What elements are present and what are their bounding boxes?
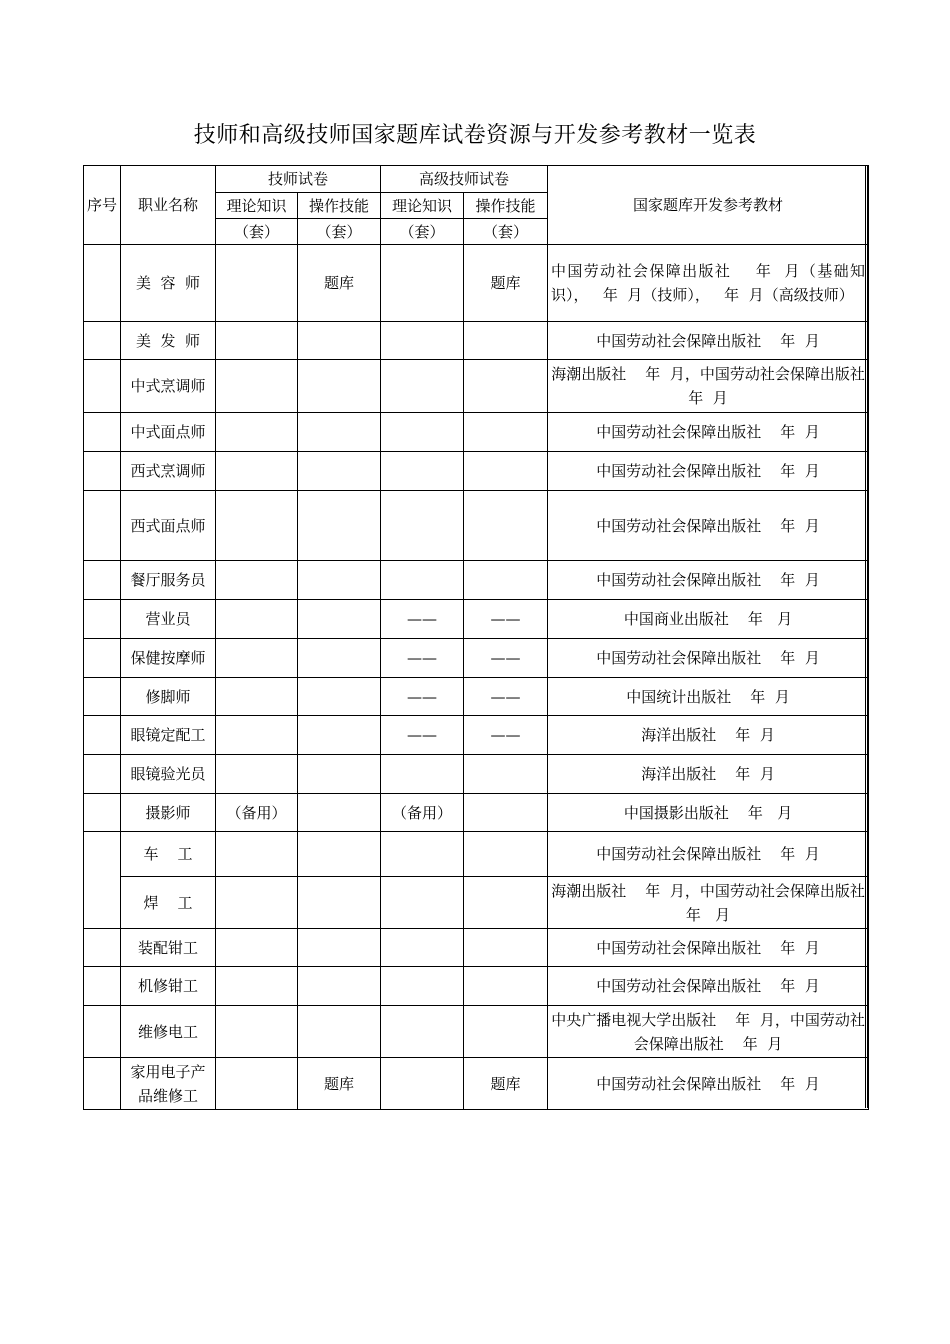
job-cell: 焊 工 <box>121 877 216 929</box>
table-row <box>84 360 869 413</box>
senior-skill-cell: 题库 <box>464 245 548 322</box>
job-cell: 餐厅服务员 <box>121 561 216 600</box>
senior-skill-cell: —— <box>464 639 548 678</box>
header-tech-skill: 操作技能 <box>298 193 381 219</box>
tech-skill-cell: 题库 <box>298 245 381 322</box>
tech-theory-cell <box>216 491 298 561</box>
reference-cell: 中国劳动社会保障出版社 年 月 <box>548 561 869 600</box>
tech-skill-cell <box>298 1006 381 1058</box>
seq-cell <box>84 491 121 561</box>
reference-cell: 中国劳动社会保障出版社 年 月 <box>548 832 869 877</box>
tech-skill-cell <box>298 967 381 1006</box>
page-title: 技师和高级技师国家题库试卷资源与开发参考教材一览表 <box>193 123 757 148</box>
tech-theory-cell <box>216 245 298 322</box>
senior-skill-cell <box>464 561 548 600</box>
reference-cell: 海潮出版社 年 月，中国劳动社会保障出版社 年 月 <box>548 360 869 413</box>
senior-skill-cell: —— <box>464 716 548 755</box>
senior-skill-cell <box>464 322 548 360</box>
table-row <box>84 832 869 877</box>
seq-cell <box>84 678 121 716</box>
table-row <box>84 716 869 755</box>
senior-theory-cell <box>381 360 464 413</box>
senior-theory-cell: —— <box>381 716 464 755</box>
header-unit: （套） <box>464 219 548 245</box>
double-border-line <box>865 165 868 1108</box>
senior-skill-cell <box>464 929 548 967</box>
header-senior-theory: 理论知识 <box>381 193 464 219</box>
reference-cell: 中国统计出版社 年 月 <box>548 678 869 716</box>
table-row <box>84 245 869 322</box>
reference-cell: 中国劳动社会保障出版社 年 月 <box>548 322 869 360</box>
seq-cell <box>84 639 121 678</box>
senior-theory-cell: —— <box>381 600 464 639</box>
seq-cell <box>84 967 121 1006</box>
seq-cell <box>84 245 121 322</box>
seq-cell <box>84 322 121 360</box>
job-cell: 车 工 <box>121 832 216 877</box>
table-row <box>84 929 869 967</box>
senior-theory-cell <box>381 877 464 929</box>
tech-theory-cell <box>216 413 298 452</box>
senior-theory-cell <box>381 832 464 877</box>
tech-skill-cell <box>298 360 381 413</box>
table-row <box>84 491 869 561</box>
tech-theory-cell <box>216 322 298 360</box>
job-cell: 保健按摩师 <box>121 639 216 678</box>
table-row <box>84 967 869 1006</box>
seq-cell <box>84 1006 121 1058</box>
senior-theory-cell: —— <box>381 678 464 716</box>
tech-skill-cell <box>298 832 381 877</box>
senior-skill-cell <box>464 413 548 452</box>
senior-theory-cell <box>381 491 464 561</box>
header-tech-exam: 技师试卷 <box>216 166 381 193</box>
job-cell: 美 容 师 <box>121 245 216 322</box>
seq-cell <box>84 794 121 832</box>
tech-skill-cell <box>298 794 381 832</box>
reference-cell: 中国劳动社会保障出版社 年 月 <box>548 1058 869 1110</box>
tech-theory-cell <box>216 755 298 794</box>
job-cell: 中式烹调师 <box>121 360 216 413</box>
senior-theory-cell <box>381 245 464 322</box>
job-cell: 营业员 <box>121 600 216 639</box>
table-row <box>84 600 869 639</box>
senior-theory-cell <box>381 929 464 967</box>
tech-theory-cell <box>216 1058 298 1110</box>
reference-cell: 中国劳动社会保障出版社 年 月（基础知识）， 年 月（技师）， 年 月（高级技师） <box>548 245 869 322</box>
senior-skill-cell <box>464 491 548 561</box>
senior-skill-cell: 题库 <box>464 1058 548 1110</box>
senior-theory-cell <box>381 1058 464 1110</box>
header-tech-theory: 理论知识 <box>216 193 298 219</box>
senior-theory-cell: —— <box>381 639 464 678</box>
job-cell: 西式面点师 <box>121 491 216 561</box>
seq-cell <box>84 600 121 639</box>
tech-skill-cell <box>298 639 381 678</box>
senior-skill-cell <box>464 967 548 1006</box>
header-reference: 国家题库开发参考教材 <box>548 166 869 245</box>
job-cell: 维修电工 <box>121 1006 216 1058</box>
tech-skill-cell <box>298 678 381 716</box>
tech-theory-cell <box>216 600 298 639</box>
reference-cell: 中国商业出版社 年 月 <box>548 600 869 639</box>
reference-cell: 中国劳动社会保障出版社 年 月 <box>548 491 869 561</box>
seq-cell <box>84 755 121 794</box>
tech-skill-cell <box>298 716 381 755</box>
tech-theory-cell <box>216 561 298 600</box>
senior-skill-cell <box>464 452 548 491</box>
tech-skill-cell <box>298 755 381 794</box>
senior-theory-cell: （备用） <box>381 794 464 832</box>
job-cell: 眼镜验光员 <box>121 755 216 794</box>
tech-skill-cell <box>298 322 381 360</box>
tech-skill-cell <box>298 413 381 452</box>
tech-skill-cell <box>298 452 381 491</box>
table-row <box>84 413 869 452</box>
header-senior-skill: 操作技能 <box>464 193 548 219</box>
table-row <box>84 561 869 600</box>
job-cell: 修脚师 <box>121 678 216 716</box>
table-row <box>84 755 869 794</box>
table-row <box>84 877 869 929</box>
seq-cell <box>84 413 121 452</box>
header-seq: 序号 <box>84 166 121 245</box>
tech-skill-cell <box>298 491 381 561</box>
table-row <box>84 639 869 678</box>
job-cell: 装配钳工 <box>121 929 216 967</box>
tech-theory-cell <box>216 452 298 491</box>
seq-cell <box>84 929 121 967</box>
job-cell: 摄影师 <box>121 794 216 832</box>
table-row <box>84 794 869 832</box>
senior-skill-cell <box>464 1006 548 1058</box>
senior-skill-cell: —— <box>464 678 548 716</box>
seq-cell <box>84 716 121 755</box>
senior-theory-cell <box>381 452 464 491</box>
reference-cell: 中国摄影出版社 年 月 <box>548 794 869 832</box>
job-cell: 西式烹调师 <box>121 452 216 491</box>
tech-skill-cell: 题库 <box>298 1058 381 1110</box>
seq-cell <box>84 1058 121 1110</box>
reference-cell: 中国劳动社会保障出版社 年 月 <box>548 452 869 491</box>
senior-skill-cell <box>464 794 548 832</box>
tech-theory-cell <box>216 929 298 967</box>
reference-cell: 中央广播电视大学出版社 年 月，中国劳动社会保障出版社 年 月 <box>548 1006 869 1058</box>
reference-cell: 中国劳动社会保障出版社 年 月 <box>548 413 869 452</box>
reference-cell: 海洋出版社 年 月 <box>548 755 869 794</box>
job-cell: 家用电子产品维修工 <box>121 1058 216 1110</box>
senior-skill-cell <box>464 877 548 929</box>
reference-cell: 海洋出版社 年 月 <box>548 716 869 755</box>
seq-cell <box>84 832 121 929</box>
tech-skill-cell <box>298 877 381 929</box>
senior-skill-cell: —— <box>464 600 548 639</box>
seq-cell <box>84 561 121 600</box>
header-unit: （套） <box>216 219 298 245</box>
job-cell: 机修钳工 <box>121 967 216 1006</box>
tech-skill-cell <box>298 929 381 967</box>
tech-theory-cell <box>216 678 298 716</box>
tech-theory-cell <box>216 639 298 678</box>
senior-theory-cell <box>381 967 464 1006</box>
senior-skill-cell <box>464 755 548 794</box>
senior-theory-cell <box>381 561 464 600</box>
tech-skill-cell <box>298 561 381 600</box>
tech-theory-cell: （备用） <box>216 794 298 832</box>
header-unit: （套） <box>381 219 464 245</box>
tech-theory-cell <box>216 832 298 877</box>
job-cell: 眼镜定配工 <box>121 716 216 755</box>
job-cell: 中式面点师 <box>121 413 216 452</box>
table-row <box>84 678 869 716</box>
senior-theory-cell <box>381 755 464 794</box>
senior-skill-cell <box>464 832 548 877</box>
tech-theory-cell <box>216 716 298 755</box>
seq-cell <box>84 360 121 413</box>
table-row <box>84 452 869 491</box>
seq-cell <box>84 452 121 491</box>
reference-cell: 中国劳动社会保障出版社 年 月 <box>548 639 869 678</box>
job-cell: 美 发 师 <box>121 322 216 360</box>
table-row <box>84 322 869 360</box>
header-job: 职业名称 <box>121 166 216 245</box>
reference-table <box>83 165 884 1110</box>
reference-cell: 中国劳动社会保障出版社 年 月 <box>548 929 869 967</box>
reference-cell: 中国劳动社会保障出版社 年 月 <box>548 967 869 1006</box>
header-senior-exam: 高级技师试卷 <box>381 166 548 193</box>
tech-theory-cell <box>216 967 298 1006</box>
tech-theory-cell <box>216 877 298 929</box>
senior-skill-cell <box>464 360 548 413</box>
tech-theory-cell <box>216 360 298 413</box>
header-unit: （套） <box>298 219 381 245</box>
senior-theory-cell <box>381 322 464 360</box>
table-row <box>84 1006 869 1058</box>
table-row <box>84 1058 869 1110</box>
tech-skill-cell <box>298 600 381 639</box>
tech-theory-cell <box>216 1006 298 1058</box>
senior-theory-cell <box>381 1006 464 1058</box>
reference-cell: 海潮出版社 年 月，中国劳动社会保障出版社 年 月 <box>548 877 869 929</box>
senior-theory-cell <box>381 413 464 452</box>
